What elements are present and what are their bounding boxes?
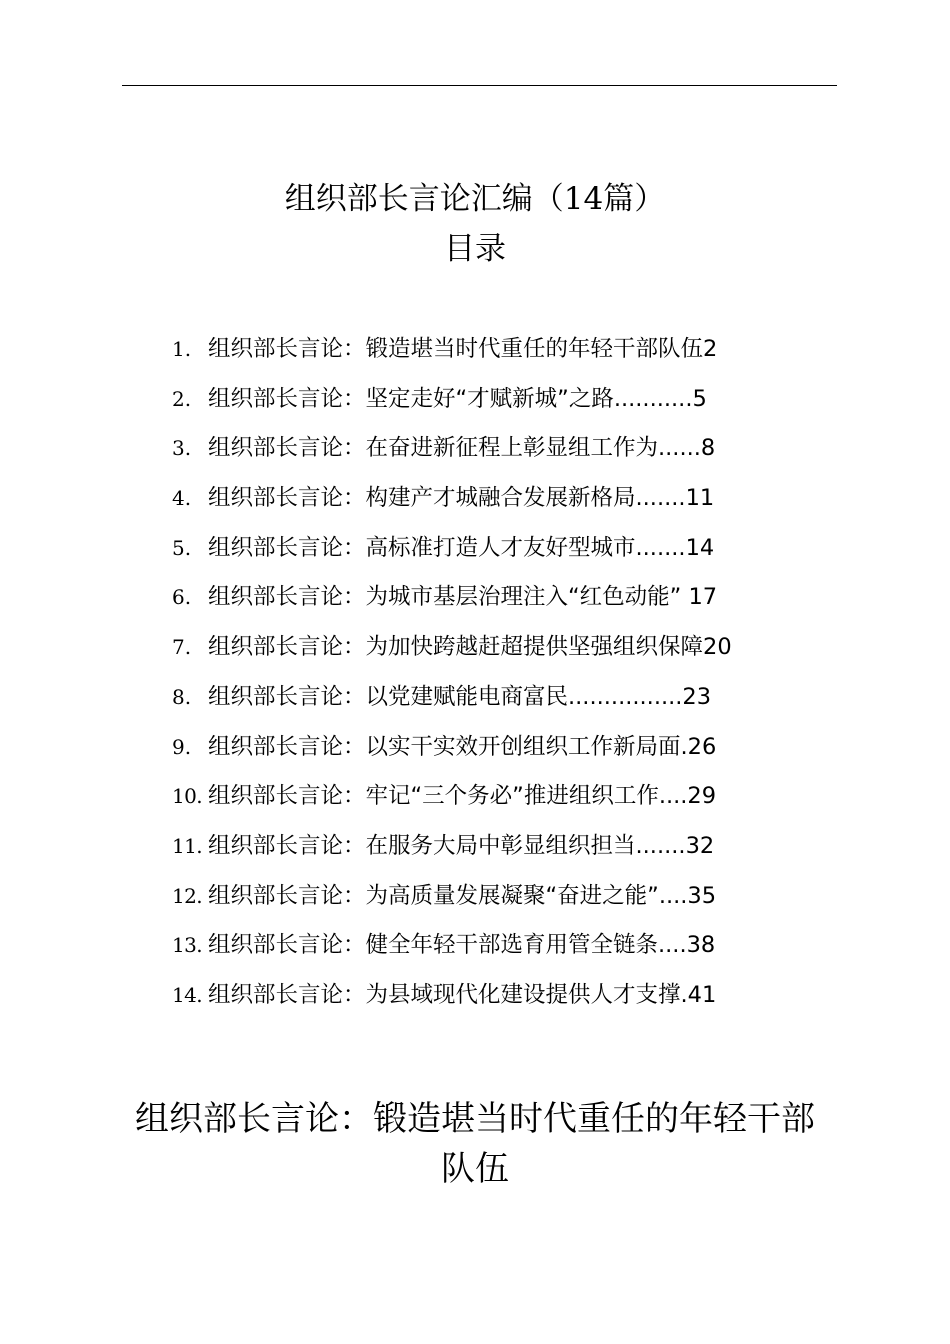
toc-entry[interactable] xyxy=(172,974,792,1024)
toc-entry-text: 组织部长言论：在服务大局中彰显组织担当.......32 xyxy=(208,832,715,859)
table-of-contents xyxy=(172,328,792,1024)
document-title xyxy=(0,176,950,222)
toc-entry-number: 4. xyxy=(172,486,192,511)
toc-entry-text: 组织部长言论：为加快跨越赶超提供坚强组织保障20 xyxy=(208,634,732,661)
toc-entry[interactable] xyxy=(172,328,792,378)
toc-entry-text: 组织部长言论：在奋进新征程上彰显组工作为......8 xyxy=(208,435,716,462)
toc-entry-number: 12. xyxy=(172,883,203,908)
toc-entry[interactable] xyxy=(172,527,792,577)
toc-entry-number: 10. xyxy=(172,784,203,809)
toc-entry[interactable] xyxy=(172,477,792,527)
toc-entry-text: 组织部长言论：以党建赋能电商富民................23 xyxy=(208,683,712,710)
section-title xyxy=(0,1094,950,1194)
toc-entry-number: 5. xyxy=(172,535,192,560)
toc-entry-number: 3. xyxy=(172,436,192,461)
toc-entry-number: 14. xyxy=(172,982,203,1007)
toc-entry-text: 组织部长言论：为县域现代化建设提供人才支撑.41 xyxy=(208,981,717,1008)
toc-entry-number: 6. xyxy=(172,585,192,610)
toc-entry[interactable] xyxy=(172,626,792,676)
toc-entry[interactable] xyxy=(172,427,792,477)
toc-entry-text: 组织部长言论：高标准打造人才友好型城市.......14 xyxy=(208,534,715,561)
title-number: 14 xyxy=(563,181,604,217)
toc-entry[interactable] xyxy=(172,924,792,974)
section-title-line-1: 组织部长言论：锻造堪当时代重任的年轻干部 xyxy=(135,1099,815,1139)
toc-entry[interactable] xyxy=(172,378,792,428)
toc-entry[interactable] xyxy=(172,875,792,925)
toc-entry-text: 组织部长言论：构建产才城融合发展新格局.......11 xyxy=(208,485,715,512)
toc-entry-text: 组织部长言论：锻造堪当时代重任的年轻干部队伍2 xyxy=(208,336,718,362)
section-title-line-2: 队伍 xyxy=(441,1149,509,1189)
toc-entry-text: 组织部长言论：为高质量发展凝聚“奋进之能”....35 xyxy=(208,882,717,909)
toc-entry[interactable] xyxy=(172,775,792,825)
toc-entry-text: 组织部长言论：牢记“三个务必”推进组织工作....29 xyxy=(208,783,717,810)
toc-entry-number: 11. xyxy=(172,833,203,858)
toc-entry-number: 13. xyxy=(172,933,203,958)
header-rule xyxy=(122,85,837,86)
toc-entry[interactable] xyxy=(172,676,792,726)
toc-entry-text: 组织部长言论：以实干实效开创组织工作新局面.26 xyxy=(208,733,717,760)
toc-entry-number: 7. xyxy=(172,635,192,660)
toc-entry-number: 1. xyxy=(172,337,192,361)
toc-entry-text: 组织部长言论：坚定走好“才赋新城”之路...........5 xyxy=(208,385,707,412)
title-prefix: 组织部长言论汇编（ xyxy=(284,181,564,217)
toc-entry-number: 2. xyxy=(172,386,192,411)
toc-entry-text: 组织部长言论：健全年轻干部选育用管全链条....38 xyxy=(208,932,716,959)
toc-heading: 目录 xyxy=(444,231,506,267)
toc-entry[interactable] xyxy=(172,576,792,626)
toc-entry-text: 组织部长言论：为城市基层治理注入“红色动能” 17 xyxy=(208,584,718,611)
toc-entry[interactable] xyxy=(172,726,792,776)
title-suffix: 篇） xyxy=(603,181,666,217)
toc-entry[interactable] xyxy=(172,825,792,875)
toc-entry-number: 9. xyxy=(172,734,192,759)
toc-entry-number: 8. xyxy=(172,684,192,709)
